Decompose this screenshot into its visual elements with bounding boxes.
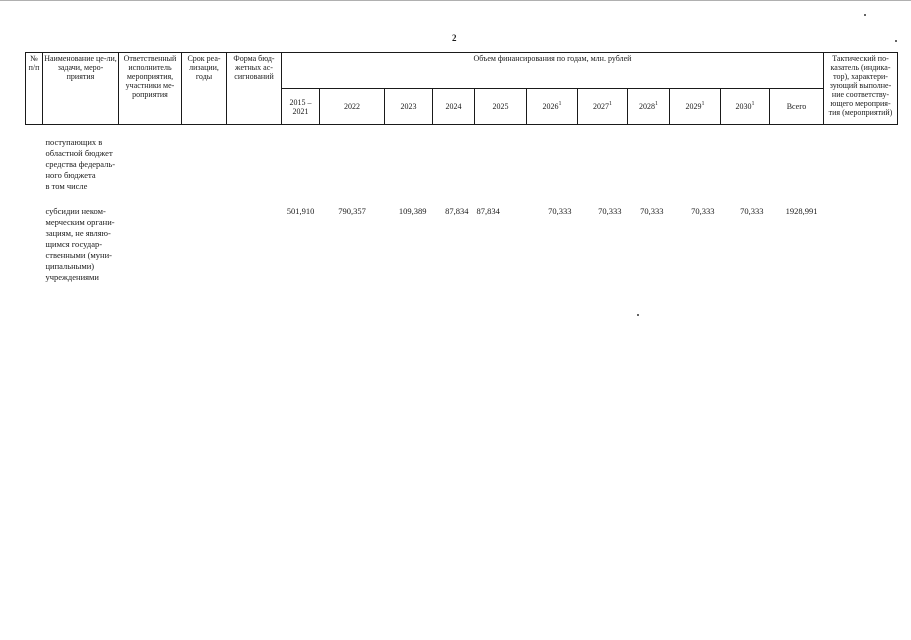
header-funding: Объем финансирования по годам, млн. рублей bbox=[282, 53, 824, 89]
row-name: в том числе bbox=[45, 181, 88, 191]
year-header: 2024 bbox=[433, 89, 475, 125]
scan-speck bbox=[864, 14, 866, 16]
row-name: поступающих в областной бюджет средства федераль-ного бюджета bbox=[45, 137, 116, 180]
value-cell: 501,910 bbox=[286, 206, 315, 216]
table-row bbox=[26, 206, 898, 283]
year-header: 2022 bbox=[320, 89, 385, 125]
table-gap bbox=[26, 125, 898, 138]
year-header: 2023 bbox=[385, 89, 433, 125]
table-row bbox=[26, 137, 898, 181]
year-header: 2026$^1$ bbox=[527, 89, 578, 125]
table-row bbox=[26, 181, 898, 206]
value-cell: 70,333 bbox=[640, 206, 664, 216]
year-header: 2030$^1$ bbox=[721, 89, 770, 125]
header-responsible: Ответственный исполнитель мероприятия, участники ме-роприятия bbox=[119, 53, 182, 125]
year-header: 2029$^1$ bbox=[670, 89, 721, 125]
header-term: Срок реа-лизации, годы bbox=[182, 53, 227, 125]
header-num: № п/п bbox=[26, 53, 43, 125]
value-cell: 70,333 bbox=[740, 206, 764, 216]
year-header: 2015 – 2021 bbox=[282, 89, 320, 125]
year-header: 2025 bbox=[475, 89, 527, 125]
value-cell: 70,333 bbox=[598, 206, 622, 216]
value-cell: 790,357 bbox=[338, 206, 366, 216]
header-form: Форма бюд-жетных ас-сигнований bbox=[227, 53, 282, 125]
value-cell-total: 1928,991 bbox=[785, 206, 818, 216]
value-cell: 70,333 bbox=[548, 206, 572, 216]
row-name: субсидии неком-мерческим органи-зациям, не являю-щимся государ-ственными (муни-ципальными) учреждениями bbox=[45, 206, 115, 282]
page-top-edge bbox=[0, 0, 911, 1]
year-header: 2027$^1$ bbox=[578, 89, 628, 125]
value-cell: 109,389 bbox=[398, 206, 427, 216]
header-name: Наименование це-ли, задачи, меро-приятия bbox=[43, 53, 119, 125]
financing-table bbox=[25, 52, 898, 283]
year-header: 2028$^1$ bbox=[628, 89, 670, 125]
scan-speck bbox=[637, 314, 639, 316]
header-indicator: Тактический по-казатель (индика-тор), характери-зующий выполне-ние соответству-ющего мероприя-тия (мероприятий) bbox=[824, 53, 898, 125]
scan-speck bbox=[895, 40, 897, 42]
value-cell: 87,834 bbox=[476, 206, 500, 216]
value-cell: 70,333 bbox=[691, 206, 715, 216]
year-header-total: Всего bbox=[770, 89, 824, 125]
page-number: 2 bbox=[452, 33, 457, 43]
value-cell: 87,834 bbox=[445, 206, 469, 216]
